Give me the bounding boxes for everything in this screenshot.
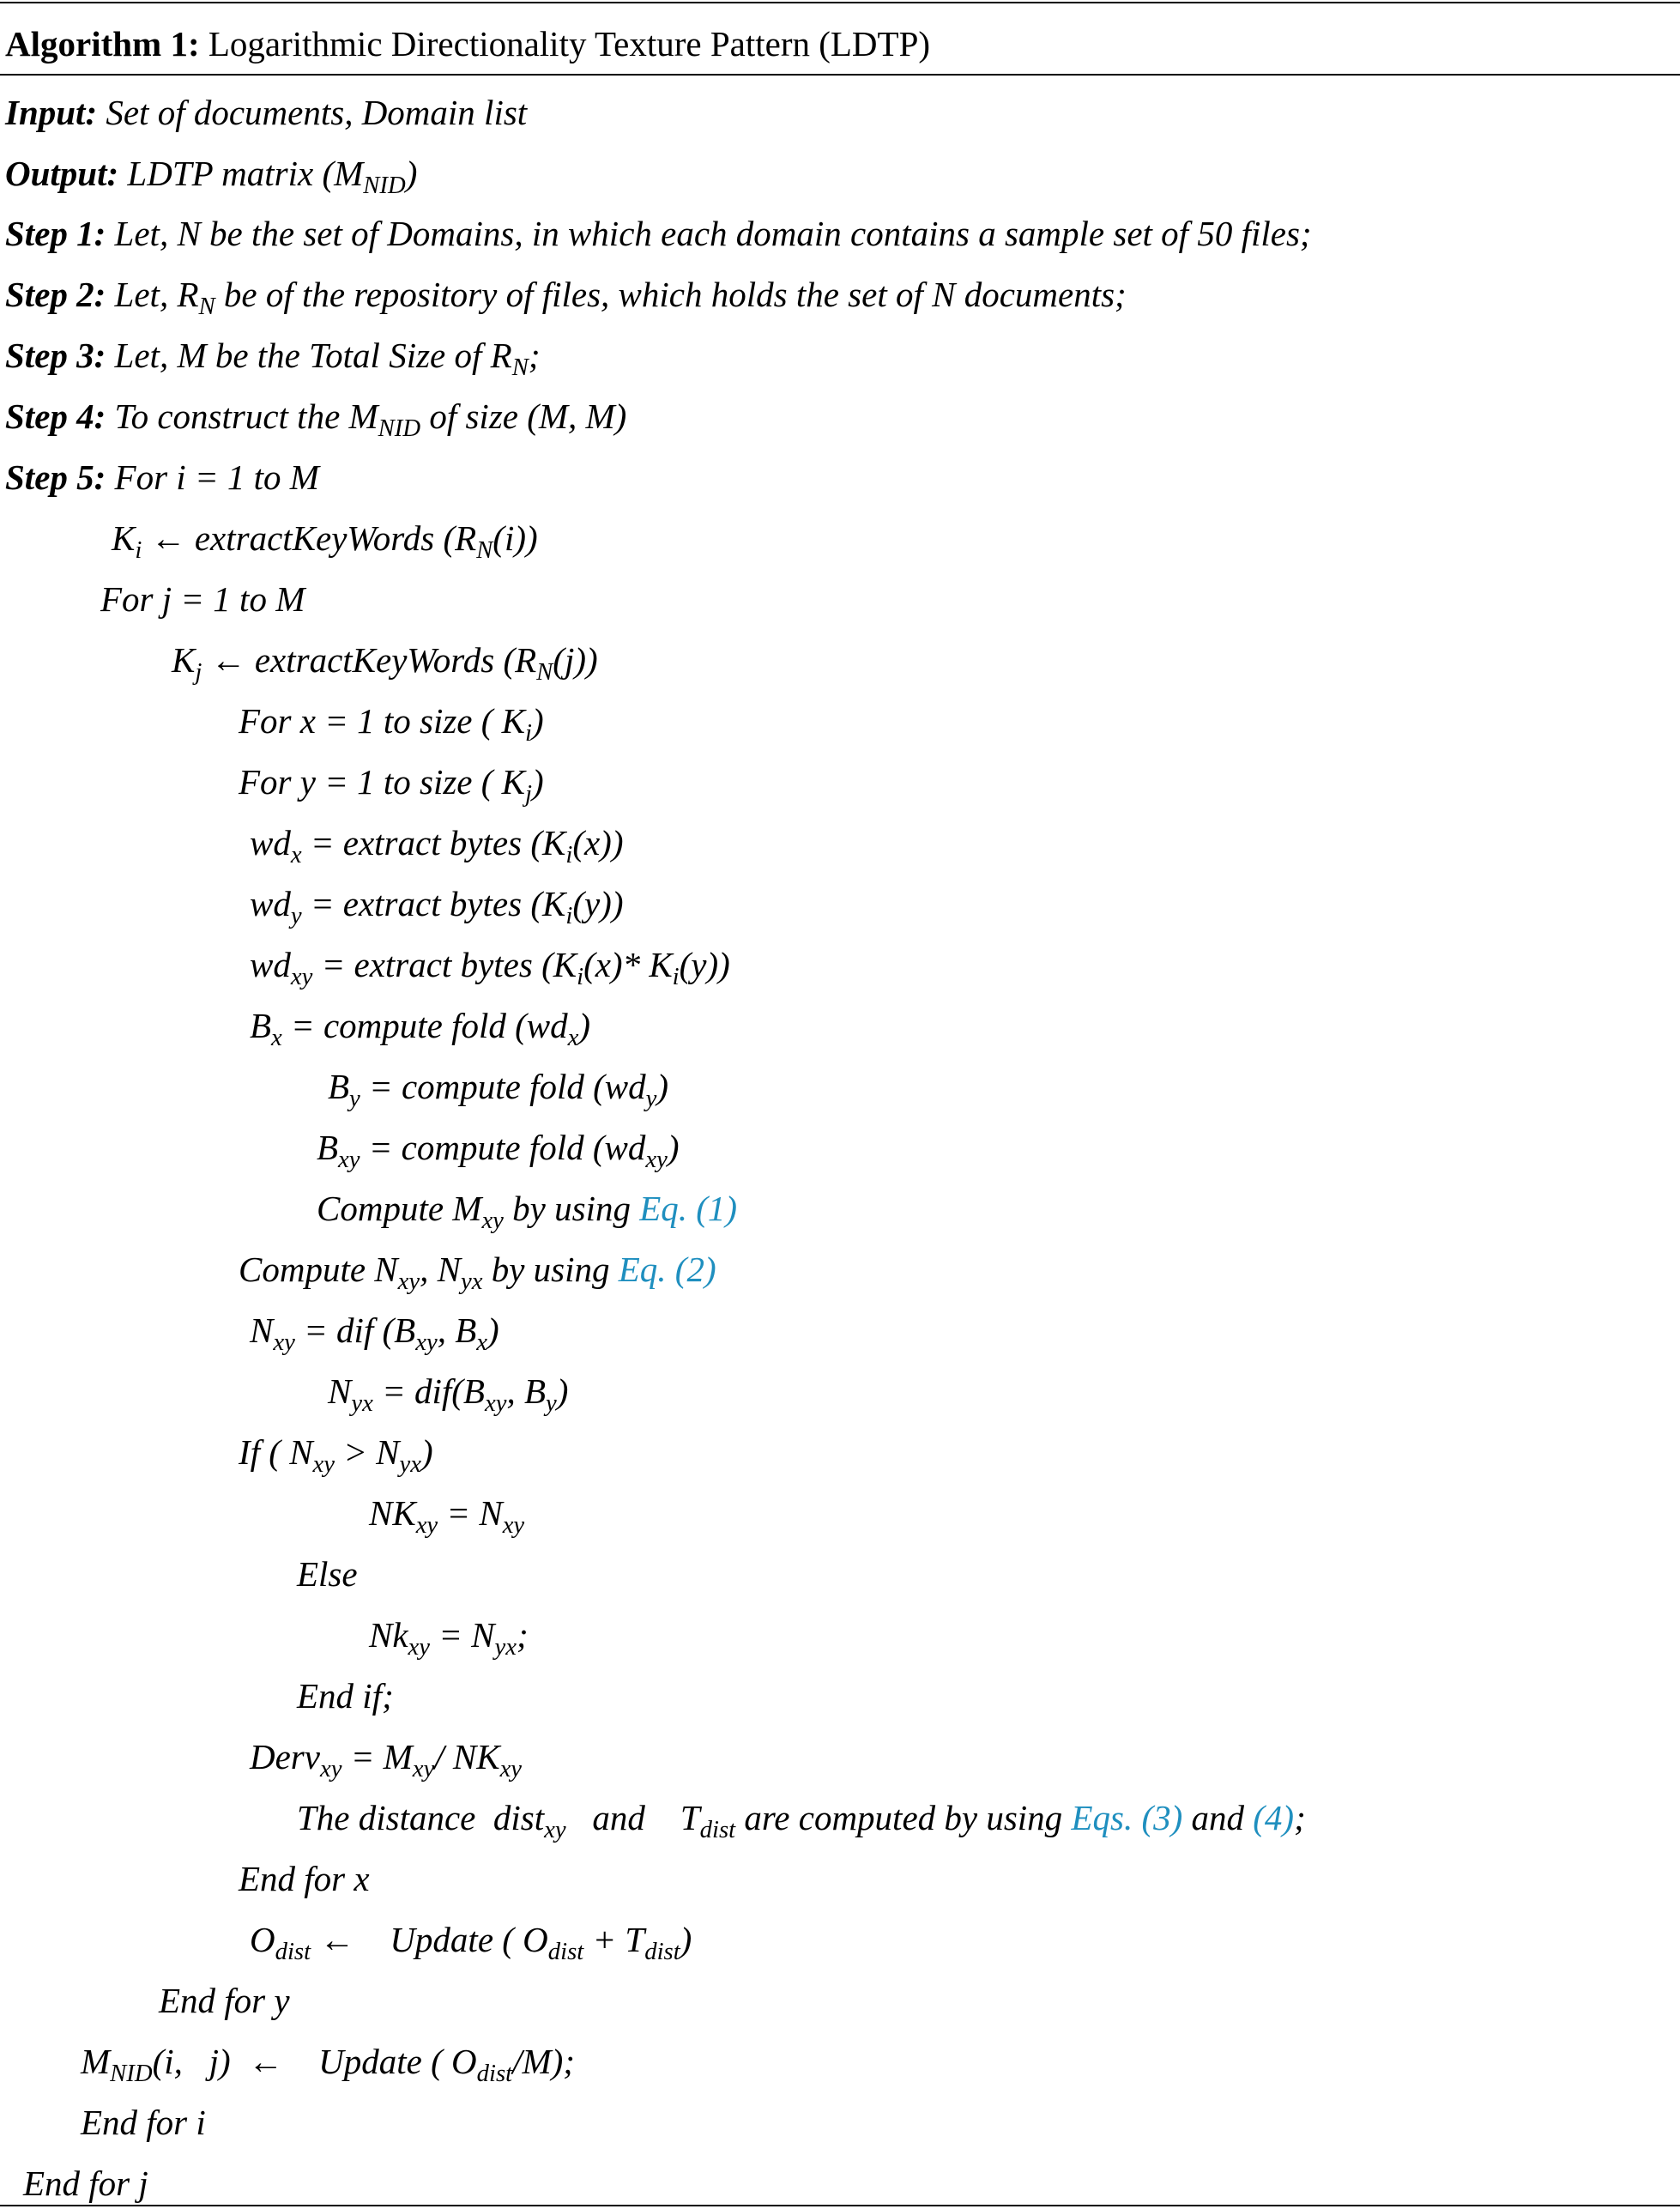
frag: )	[578, 1006, 591, 1045]
frag: ← extractKeyWords (R	[142, 518, 477, 558]
body-line-10	[328, 1065, 669, 1113]
frag: and	[1182, 1798, 1254, 1837]
body-line-21	[250, 1735, 523, 1783]
frag: )	[680, 1920, 692, 1959]
step-4-text-b: of size (M, M)	[429, 396, 627, 436]
frag-sub: N	[536, 658, 553, 687]
body-line-24	[250, 1918, 692, 1966]
eq-1-link[interactable]: Eq. (1)	[639, 1189, 738, 1228]
frag-sub: y	[546, 1389, 557, 1418]
frag: End for x	[239, 1859, 370, 1898]
frag: O	[250, 1920, 275, 1959]
frag-sub: x	[476, 1328, 487, 1357]
frag-sub: i	[565, 902, 573, 930]
frag: The distance dist	[297, 1798, 545, 1837]
algorithm-label: Algorithm 1:	[5, 24, 200, 64]
frag: ← Update ( O	[311, 1920, 548, 1959]
frag: (x))	[572, 823, 624, 862]
frag-sub: NID	[110, 2060, 153, 2088]
frag: (i))	[493, 518, 538, 558]
frag-sub: i	[672, 963, 680, 991]
step-2-text-b: be of the repository of files, which holds the set of N documents;	[223, 275, 1127, 314]
body-line-22	[297, 1796, 1306, 1844]
body-line-04	[239, 699, 544, 747]
frag: If ( N	[239, 1432, 313, 1472]
body-line-08	[250, 943, 730, 991]
frag-sub: dist	[699, 1816, 736, 1844]
input-text: Set of documents, Domain list	[106, 93, 528, 132]
frag: = extract bytes (K	[301, 884, 566, 923]
frag-sub: j	[525, 780, 532, 808]
output-label: Output:	[5, 154, 119, 193]
frag: End for y	[159, 1981, 290, 2020]
frag: B	[250, 1006, 272, 1045]
frag: = extract bytes (K	[301, 823, 566, 862]
frag-sub: N	[476, 536, 493, 565]
frag: = dif (B	[294, 1310, 416, 1350]
body-line-18	[297, 1552, 358, 1595]
frag: wd	[250, 945, 291, 984]
step-3-text-a: Let, M be the Total Size of R	[114, 336, 512, 375]
frag-sub: xy	[645, 1146, 668, 1174]
frag-sub: xy	[415, 1511, 438, 1540]
frag: ← extractKeyWords (R	[202, 640, 537, 680]
frag-sub: dist	[547, 1938, 584, 1966]
frag: = N	[438, 1493, 503, 1533]
frag-sub: y	[645, 1085, 657, 1113]
body-line-25	[159, 1979, 290, 2022]
frag: ;	[1294, 1798, 1306, 1837]
step-3-line	[5, 334, 541, 382]
step-2-label: Step 2:	[5, 275, 106, 314]
frag: /M);	[512, 2042, 575, 2081]
frag-sub: xy	[338, 1146, 360, 1174]
frag: > N	[335, 1432, 400, 1472]
top-rule	[0, 2, 1680, 3]
frag-sub: x	[567, 1024, 579, 1052]
step-4-line	[5, 395, 627, 443]
frag-sub: y	[290, 902, 302, 930]
step-3-sub: N	[511, 354, 529, 382]
frag: , B	[506, 1371, 546, 1411]
body-line-13	[239, 1248, 716, 1296]
frag-sub: xy	[319, 1755, 342, 1783]
step-5-line	[5, 456, 319, 499]
frag-sub: xy	[397, 1268, 420, 1296]
frag: (y))	[679, 945, 730, 984]
frag: N	[328, 1371, 352, 1411]
frag: For j = 1 to M	[100, 579, 305, 619]
frag-sub: xy	[499, 1755, 523, 1783]
step-2-text-a: Let, R	[114, 275, 199, 314]
body-line-02	[100, 578, 305, 620]
frag-sub: xy	[412, 1755, 435, 1783]
frag: + T	[583, 1920, 645, 1959]
step-5-label: Step 5:	[5, 457, 106, 497]
frag: Nk	[369, 1615, 408, 1655]
body-line-27	[81, 2101, 206, 2144]
frag-sub: i	[565, 841, 573, 869]
frag-sub: i	[525, 719, 532, 747]
eq-3-link[interactable]: Eqs. (3)	[1071, 1798, 1183, 1837]
output-close: )	[405, 154, 418, 193]
frag: K	[112, 518, 136, 558]
frag: , B	[437, 1310, 477, 1350]
frag: ;	[517, 1615, 529, 1655]
frag-sub: xy	[290, 963, 313, 991]
body-line-01	[112, 517, 538, 565]
frag-sub: xy	[408, 1633, 431, 1661]
body-line-03	[172, 638, 598, 687]
frag: = N	[430, 1615, 495, 1655]
body-line-17	[369, 1492, 525, 1540]
body-line-19	[369, 1613, 529, 1661]
body-line-16	[239, 1431, 433, 1479]
body-line-23	[239, 1857, 370, 1900]
input-line	[5, 91, 527, 134]
frag-sub: xy	[484, 1389, 507, 1418]
frag-sub: dist	[644, 1938, 680, 1966]
frag-sub: xy	[502, 1511, 525, 1540]
frag: End for i	[81, 2103, 206, 2142]
body-line-26	[81, 2040, 575, 2088]
step-2-line	[5, 273, 1127, 321]
step-5-text: For i = 1 to M	[114, 457, 319, 497]
frag: (x)* K	[583, 945, 673, 984]
body-line-07	[250, 882, 624, 930]
frag: = compute fold (wd	[281, 1006, 568, 1045]
output-sub: NID	[363, 172, 406, 200]
body-line-12	[317, 1187, 738, 1235]
frag: Derv	[250, 1737, 320, 1776]
frag: )	[556, 1371, 569, 1411]
frag: End if;	[297, 1676, 394, 1716]
frag: = M	[341, 1737, 413, 1776]
frag: K	[172, 640, 196, 680]
frag: End for j	[23, 2164, 148, 2203]
body-line-20	[297, 1674, 394, 1717]
frag-sub: dist	[275, 1938, 311, 1966]
frag: wd	[250, 823, 291, 862]
frag-sub: x	[290, 841, 302, 869]
frag: are computed by using	[735, 1798, 1072, 1837]
frag: )	[656, 1067, 669, 1106]
body-line-14	[250, 1309, 499, 1357]
frag-sub: xy	[415, 1328, 438, 1357]
header-rule	[0, 74, 1680, 76]
frag-sub: i	[135, 536, 142, 565]
frag-sub: yx	[494, 1633, 517, 1661]
frag: )	[486, 1310, 499, 1350]
frag-sub: xy	[312, 1450, 335, 1479]
step-4-sub: NID	[378, 415, 421, 443]
frag: For y = 1 to size ( K	[239, 762, 526, 802]
step-3-label: Step 3:	[5, 336, 106, 375]
step-3-text-b: ;	[528, 336, 541, 375]
frag: )	[421, 1432, 433, 1472]
frag: (j))	[553, 640, 598, 680]
frag: (i, j) ← Update ( O	[152, 2042, 477, 2081]
frag: = dif(B	[372, 1371, 485, 1411]
body-line-15	[328, 1370, 569, 1418]
body-line-09	[250, 1004, 591, 1052]
frag: Compute M	[317, 1189, 482, 1228]
frag: NK	[369, 1493, 416, 1533]
body-line-28	[23, 2162, 148, 2205]
output-line	[5, 152, 418, 200]
frag-sub: i	[577, 963, 584, 991]
step-2-sub: N	[198, 293, 215, 321]
eq-2-link[interactable]: Eq. (2)	[618, 1250, 716, 1289]
algorithm-title	[5, 22, 930, 65]
frag: wd	[250, 884, 291, 923]
frag: (y))	[572, 884, 624, 923]
frag: )	[667, 1128, 680, 1167]
frag: For x = 1 to size ( K	[239, 701, 526, 741]
frag-sub: x	[271, 1024, 282, 1052]
frag: Else	[297, 1554, 358, 1594]
input-label: Input:	[5, 93, 98, 132]
bottom-rule	[0, 2205, 1680, 2206]
step-1-line	[5, 212, 1312, 255]
algorithm-name: Logarithmic Directionality Texture Pattern (LDTP)	[208, 24, 931, 64]
frag: = compute fold (wd	[360, 1128, 646, 1167]
frag-sub: yx	[460, 1268, 483, 1296]
frag: N	[250, 1310, 274, 1350]
step-1-text: Let, N be the set of Domains, in which each domain contains a sample set of 50 files;	[114, 214, 1312, 253]
body-line-05	[239, 760, 544, 808]
frag-sub: j	[195, 658, 202, 687]
eq-4-link[interactable]: (4)	[1253, 1798, 1295, 1837]
frag: Compute N	[239, 1250, 398, 1289]
frag: )	[532, 701, 544, 741]
frag: by using	[482, 1250, 619, 1289]
frag-sub: xy	[273, 1328, 295, 1357]
frag-sub: xy	[481, 1207, 504, 1235]
frag: , N	[420, 1250, 461, 1289]
step-1-label: Step 1:	[5, 214, 106, 253]
frag: B	[328, 1067, 350, 1106]
step-4-text-a: To construct the M	[114, 396, 378, 436]
frag: B	[317, 1128, 339, 1167]
body-line-06	[250, 821, 624, 869]
frag-sub: y	[349, 1085, 360, 1113]
step-4-label: Step 4:	[5, 396, 106, 436]
frag: = compute fold (wd	[360, 1067, 646, 1106]
frag: by using	[503, 1189, 640, 1228]
frag-sub: xy	[544, 1816, 566, 1844]
frag: and T	[565, 1798, 700, 1837]
frag: = extract bytes (K	[312, 945, 577, 984]
frag: / NK	[434, 1737, 500, 1776]
frag: )	[532, 762, 544, 802]
frag-sub: dist	[476, 2060, 513, 2088]
frag-sub: yx	[399, 1450, 421, 1479]
frag-sub: yx	[351, 1389, 373, 1418]
frag: M	[81, 2042, 111, 2081]
output-text: LDTP matrix (M	[127, 154, 364, 193]
body-line-11	[317, 1126, 680, 1174]
